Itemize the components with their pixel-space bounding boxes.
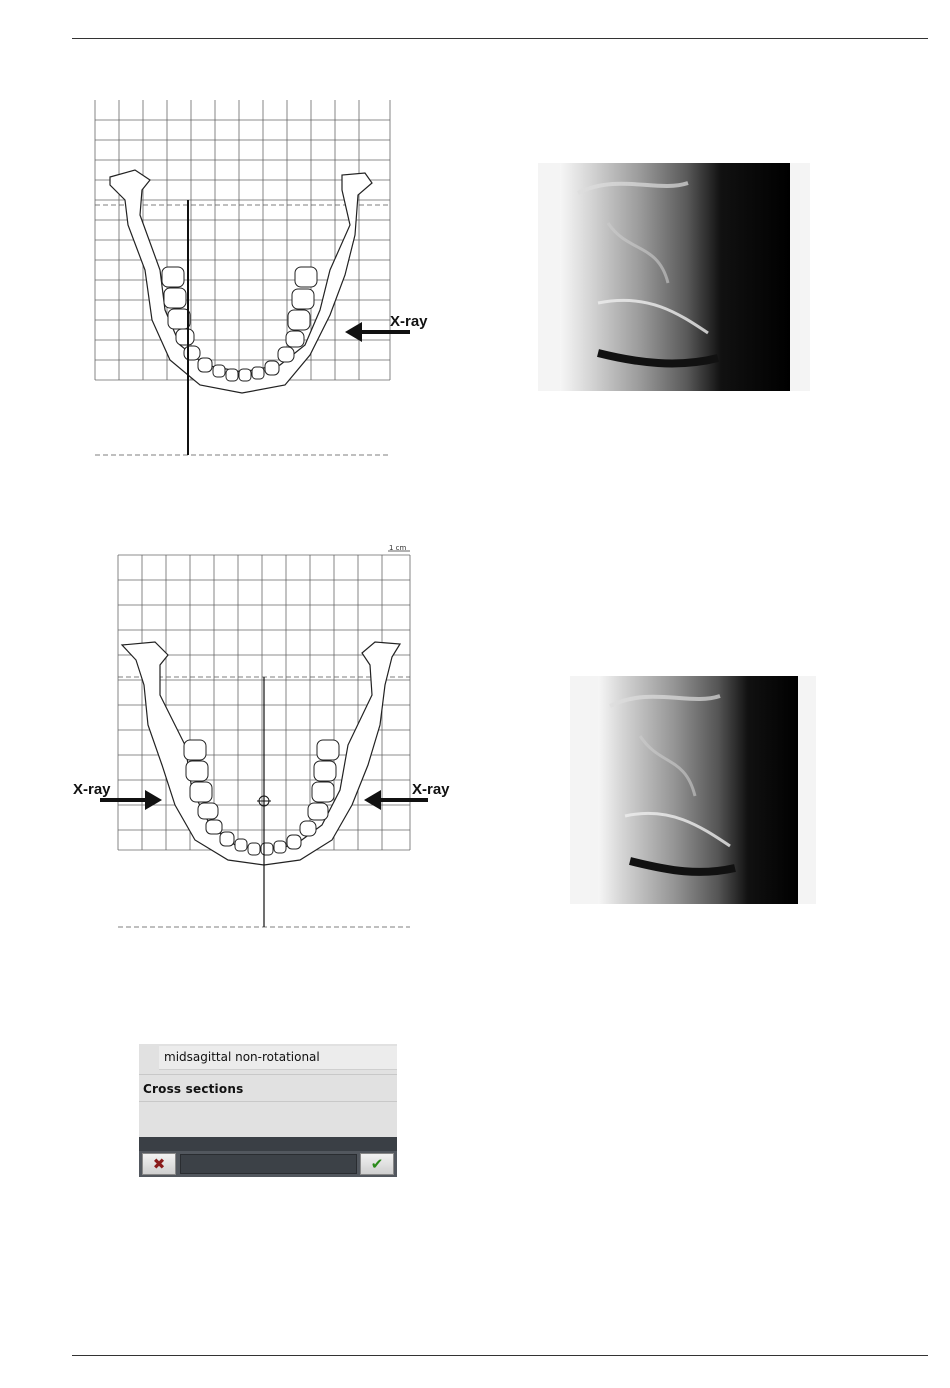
mandible-diagram-bilateral	[100, 545, 430, 935]
cross-sections-option[interactable]: Cross sections	[139, 1074, 397, 1102]
xray-label-left: X-ray	[73, 781, 111, 798]
cancel-button[interactable]	[142, 1153, 176, 1175]
panel-separator-bar	[139, 1137, 397, 1151]
top-rule	[72, 38, 928, 39]
mandible-diagram-unilateral	[80, 95, 460, 465]
scale-label: 1 cm	[389, 544, 407, 552]
cross-icon: ✖	[152, 1155, 166, 1173]
check-icon: ✔	[370, 1155, 384, 1173]
xray-label-1: X-ray	[390, 313, 428, 330]
projection-settings-panel	[139, 1044, 397, 1177]
confirm-button[interactable]	[360, 1153, 394, 1175]
bottom-rule	[72, 1355, 928, 1356]
progress-track	[180, 1154, 357, 1174]
projection-mode-field[interactable]: midsagittal non-rotational	[159, 1046, 397, 1070]
xray-label-right: X-ray	[412, 781, 450, 798]
mandible-outline	[110, 170, 372, 393]
lateral-xray-image-2	[570, 676, 816, 904]
lateral-xray-image-1	[538, 163, 810, 391]
